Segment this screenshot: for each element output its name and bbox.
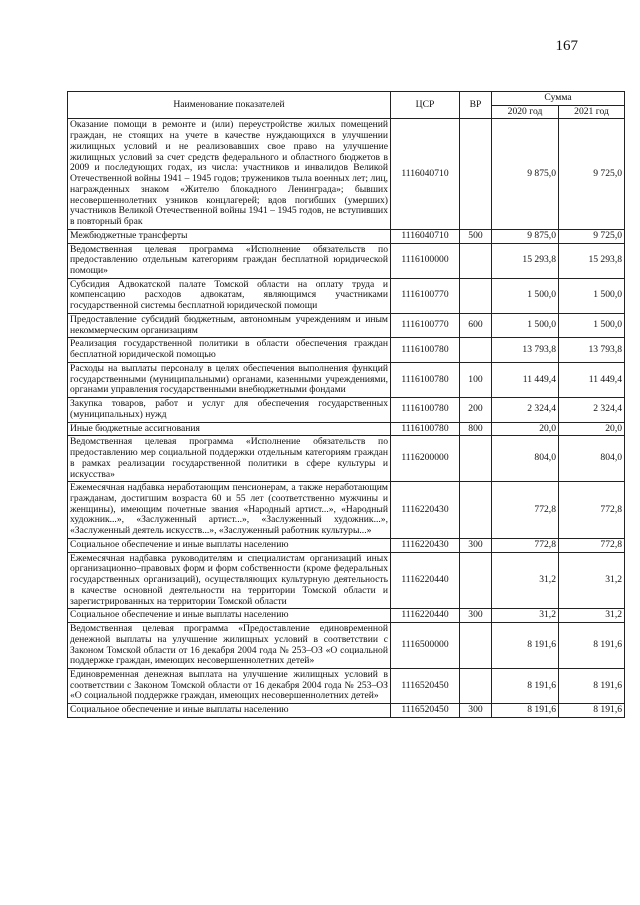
row-name: Социальное обеспечение и иные выплаты населению	[68, 609, 391, 623]
row-vr: 600	[460, 313, 492, 337]
row-2021: 1 500,0	[559, 313, 625, 337]
row-name: Единовременная денежная выплата на улучшение жилищных условий в соответствии с Законом Томской области от 16 декабря 2004 года № 253–ОЗ «О социальной поддержке граждан, имеющих несовершеннолетних детей»	[68, 668, 391, 703]
table-row	[68, 229, 625, 243]
header-sum: Сумма	[492, 92, 625, 106]
row-vr	[460, 482, 492, 539]
table-row	[68, 668, 625, 703]
row-vr	[460, 623, 492, 669]
table-body	[68, 119, 625, 717]
row-2021: 772,8	[559, 538, 625, 552]
table-header	[68, 92, 625, 119]
header-vr: ВР	[460, 92, 492, 119]
row-csr: 1116500000	[391, 623, 460, 669]
row-2021: 20,0	[559, 422, 625, 436]
table-row	[68, 609, 625, 623]
row-name: Иные бюджетные ассигнования	[68, 422, 391, 436]
table-row	[68, 362, 625, 397]
table-row	[68, 704, 625, 718]
row-2021: 8 191,6	[559, 668, 625, 703]
row-2020: 11 449,4	[492, 362, 559, 397]
table-row	[68, 436, 625, 482]
row-2021: 8 191,6	[559, 704, 625, 718]
table-row	[68, 422, 625, 436]
row-name: Социальное обеспечение и иные выплаты населению	[68, 704, 391, 718]
row-2020: 1 500,0	[492, 278, 559, 313]
row-csr: 1116100780	[391, 362, 460, 397]
row-csr: 1116520450	[391, 668, 460, 703]
row-2021: 2 324,4	[559, 398, 625, 422]
row-2020: 15 293,8	[492, 243, 559, 278]
row-2021: 15 293,8	[559, 243, 625, 278]
table-row	[68, 278, 625, 313]
row-2020: 8 191,6	[492, 668, 559, 703]
row-2020: 9 875,0	[492, 229, 559, 243]
table-row	[68, 338, 625, 362]
row-csr: 1116100000	[391, 243, 460, 278]
row-csr: 1116040710	[391, 229, 460, 243]
row-vr	[460, 668, 492, 703]
row-2020: 9 875,0	[492, 119, 559, 229]
table-row	[68, 119, 625, 229]
row-vr: 800	[460, 422, 492, 436]
row-name: Ежемесячная надбавка руководителям и специалистам организаций иных организационно–правовых форм и форм собственности (кроме федеральных государственных организаций), осуществляющих культурную деятельность в качестве основной деятельности на территории Томской области и зарегистрированных на территории Томской области	[68, 552, 391, 609]
table-row	[68, 398, 625, 422]
row-2020: 772,8	[492, 482, 559, 539]
row-2021: 13 793,8	[559, 338, 625, 362]
row-name: Ведомственная целевая программа «Исполнение обязательств по предоставлению отдельным категориям граждан бесплатной юридической помощи»	[68, 243, 391, 278]
row-csr: 1116100780	[391, 422, 460, 436]
row-2020: 8 191,6	[492, 623, 559, 669]
row-csr: 1116220430	[391, 482, 460, 539]
row-2021: 11 449,4	[559, 362, 625, 397]
table-row	[68, 552, 625, 609]
row-2021: 772,8	[559, 482, 625, 539]
row-name: Субсидия Адвокатской палате Томской области на оплату труда и компенсацию расходов адвокатам, являющимся участниками государственной системы бесплатной юридической помощи	[68, 278, 391, 313]
row-vr: 200	[460, 398, 492, 422]
row-name: Ведомственная целевая программа «Предоставление единовременной денежной выплаты на улучшение жилищных условий в соответствии с Законом Томской области от 16 декабря 2004 года № 253–ОЗ «О социальной поддержке граждан, имеющих несовершеннолетних детей»	[68, 623, 391, 669]
row-csr: 1116100780	[391, 398, 460, 422]
row-vr	[460, 243, 492, 278]
row-csr: 1116200000	[391, 436, 460, 482]
row-name: Межбюджетные трансферты	[68, 229, 391, 243]
row-2021: 31,2	[559, 552, 625, 609]
row-vr	[460, 552, 492, 609]
row-name: Предоставление субсидий бюджетным, автономным учреждениям и иным некоммерческим организациям	[68, 313, 391, 337]
budget-table	[67, 91, 625, 718]
row-2020: 804,0	[492, 436, 559, 482]
row-name: Расходы на выплаты персоналу в целях обеспечения выполнения функций государственными (муниципальными) органами, казенными учреждениями, органами управления государственными внебюджетными фондами	[68, 362, 391, 397]
row-2021: 1 500,0	[559, 278, 625, 313]
row-vr	[460, 119, 492, 229]
row-2020: 20,0	[492, 422, 559, 436]
row-vr: 500	[460, 229, 492, 243]
row-name: Закупка товаров, работ и услуг для обеспечения государственных (муниципальных) нужд	[68, 398, 391, 422]
table-row	[68, 623, 625, 669]
row-2021: 31,2	[559, 609, 625, 623]
row-csr: 1116100780	[391, 338, 460, 362]
page-number: 167	[555, 38, 578, 54]
table-row	[68, 243, 625, 278]
row-2021: 9 725,0	[559, 229, 625, 243]
row-vr: 300	[460, 704, 492, 718]
row-name: Ежемесячная надбавка неработающим пенсионерам, а также неработающим гражданам, достигшим возраста 60 и 55 лет (соответственно мужчины и женщины), имеющим почетные звания «Народный артист...», «Народный художник...», «Заслуженный артист...», «Заслуженный художник...», «Заслуженный деятель искусств...», «Заслуженный работник культуры...»	[68, 482, 391, 539]
header-2020: 2020 год	[492, 105, 559, 119]
row-2021: 8 191,6	[559, 623, 625, 669]
row-csr: 1116520450	[391, 704, 460, 718]
row-vr: 300	[460, 609, 492, 623]
row-csr: 1116220440	[391, 552, 460, 609]
row-csr: 1116220440	[391, 609, 460, 623]
table-row	[68, 482, 625, 539]
row-vr	[460, 436, 492, 482]
row-2020: 8 191,6	[492, 704, 559, 718]
row-csr: 1116100770	[391, 278, 460, 313]
row-2020: 13 793,8	[492, 338, 559, 362]
row-name: Социальное обеспечение и иные выплаты населению	[68, 538, 391, 552]
header-name: Наименование показателей	[68, 92, 391, 119]
row-csr: 1116040710	[391, 119, 460, 229]
row-2020: 2 324,4	[492, 398, 559, 422]
row-csr: 1116100770	[391, 313, 460, 337]
row-name: Реализация государственной политики в области обеспечения граждан бесплатной юридической помощью	[68, 338, 391, 362]
row-vr	[460, 278, 492, 313]
row-csr: 1116220430	[391, 538, 460, 552]
table-row	[68, 313, 625, 337]
row-2020: 31,2	[492, 609, 559, 623]
header-csr: ЦСР	[391, 92, 460, 119]
table-row	[68, 538, 625, 552]
row-vr: 100	[460, 362, 492, 397]
row-2020: 31,2	[492, 552, 559, 609]
row-2020: 772,8	[492, 538, 559, 552]
row-2020: 1 500,0	[492, 313, 559, 337]
row-vr	[460, 338, 492, 362]
row-vr: 300	[460, 538, 492, 552]
row-2021: 9 725,0	[559, 119, 625, 229]
row-2021: 804,0	[559, 436, 625, 482]
row-name: Ведомственная целевая программа «Исполнение обязательств по предоставлению мер социальной поддержки отдельным категориям граждан в рамках реализации государственной политики в сфере культуры и искусства»	[68, 436, 391, 482]
header-2021: 2021 год	[559, 105, 625, 119]
row-name: Оказание помощи в ремонте и (или) переустройстве жилых помещений граждан, не стоящих на учете в качестве нуждающихся в улучшении жилищных условий и не реализовавших свое право на улучшение жилищных условий за счет средств федерального и областного бюджетов в 2009 и последующих годах, из числа: участников и инвалидов Великой Отечественной войны 1941 – 1945 годов; тружеников тыла военных лет; лиц, награжденных знаком «Жителю блокадного Ленинграда»; бывших несовершеннолетних узников концлагерей; вдов погибших (умерших) участников Великой Отечественной войны 1941 – 1945 годов, не вступивших в повторный брак	[68, 119, 391, 229]
